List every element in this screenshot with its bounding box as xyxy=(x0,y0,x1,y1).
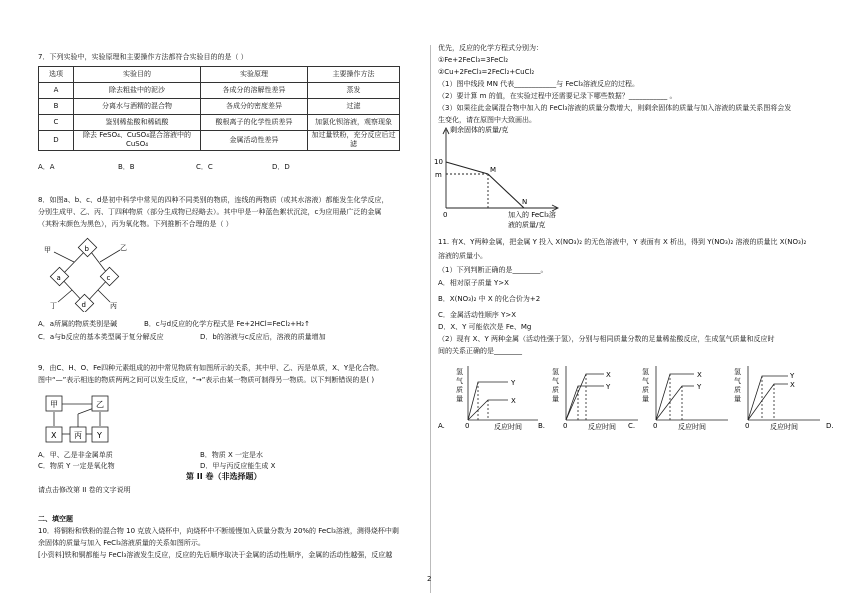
svg-text:0: 0 xyxy=(745,422,750,430)
table-header-row xyxy=(39,67,400,83)
svg-text:0: 0 xyxy=(465,422,470,430)
table-header: 主要操作方法 xyxy=(308,67,400,83)
table-row xyxy=(39,83,400,99)
table-cell: 除去粗盐中的泥沙 xyxy=(74,83,201,99)
svg-text:X: X xyxy=(606,371,611,379)
svg-text:氢: 氢 xyxy=(456,368,463,376)
table-cell: C xyxy=(39,115,74,131)
q7-option-b: B．B xyxy=(118,163,135,171)
table-row xyxy=(39,115,400,131)
svg-text:量: 量 xyxy=(642,395,649,403)
q8-option-a: A．a所属的物质类别是碱 xyxy=(38,320,118,328)
svg-text:氢: 氢 xyxy=(552,368,559,376)
fill-heading: 二、填空题 xyxy=(38,515,73,523)
svg-text:X: X xyxy=(511,397,516,405)
q9-stem: 9．由C、H、O、Fe四种元素组成的初中常见物质有如图所示的关系，其中甲、乙、丙是单质，X、Y是化合物。 xyxy=(38,364,384,372)
label-yi: 乙 xyxy=(120,244,127,252)
table-cell: 加氯化钡溶液，观察现象 xyxy=(308,115,400,131)
svg-text:Y: Y xyxy=(511,379,516,387)
svg-text:气: 气 xyxy=(642,377,649,385)
q8-diagram xyxy=(40,232,130,312)
table-cell: 各成分的密度差异 xyxy=(201,99,308,115)
svg-text:反应时间: 反应时间 xyxy=(770,423,798,431)
svg-text:X: X xyxy=(790,381,795,389)
svg-text:X: X xyxy=(697,371,702,379)
label-yi: 乙 xyxy=(96,400,104,409)
label-bing: 丙 xyxy=(110,302,117,310)
table-row xyxy=(39,131,400,151)
q11-graphs xyxy=(438,360,848,438)
q11-option-d: D．X、Y 可能依次是 Fe、Mg xyxy=(438,323,532,331)
graph-c xyxy=(628,366,728,431)
table-row xyxy=(39,99,400,115)
graph-ylabel: 剩余固体的质量/克 xyxy=(450,126,509,134)
label-d: d xyxy=(81,301,86,309)
graph-a xyxy=(438,366,538,431)
page-number: 2 xyxy=(427,575,432,583)
svg-text:Y: Y xyxy=(790,372,795,380)
svg-text:0: 0 xyxy=(653,422,658,430)
svg-text:D.: D. xyxy=(826,422,834,430)
table-cell: 过滤 xyxy=(308,99,400,115)
q10-part1: （1）图中线段 MN 代表____________与 FeCl₃溶液反应的过程。 xyxy=(438,80,639,88)
svg-text:质: 质 xyxy=(552,386,559,394)
graph-y10: 10 xyxy=(434,158,443,166)
q9-option-c: C．物质 Y 一定是氧化物 xyxy=(38,462,115,470)
graph-d xyxy=(734,366,834,431)
q9-option-b: B．物质 X 一定是水 xyxy=(200,451,264,459)
q8-stem: 8．如图a、b、c、d是初中科学中常见的四种不同类别的物质，连线的两物质（或其水溶液）都能发生化学反应， xyxy=(38,196,389,204)
q10-stem: 余固体的质量与加入 FeCl₃溶液质量的关系如图所示。 xyxy=(38,539,205,547)
label-c: c xyxy=(106,274,111,282)
table-header: 选项 xyxy=(39,67,74,83)
svg-text:量: 量 xyxy=(734,395,741,403)
column-divider xyxy=(430,45,431,593)
label-b: b xyxy=(84,245,89,253)
equation-1: ①Fe+2FeCl₃=3FeCl₂ xyxy=(438,56,509,64)
svg-text:气: 气 xyxy=(456,377,463,385)
q7-option-d: D．D xyxy=(272,163,290,171)
svg-text:反应时间: 反应时间 xyxy=(494,423,522,431)
q11-option-a: A．相对原子质量 Y>X xyxy=(438,279,509,287)
q7-option-a: A．A xyxy=(38,163,55,171)
table-header: 实验目的 xyxy=(74,67,201,83)
svg-text:Y: Y xyxy=(606,383,611,391)
q9-diagram xyxy=(40,390,120,448)
q10-cont: 优先，反应的化学方程式分别为： xyxy=(438,44,543,52)
graph-origin: 0 xyxy=(443,211,448,219)
q9-stem: 图中“—”表示相连的物质两两之间可以发生反应，“→”表示由某一物质可制得另一物质。以下判断错误的是( ) xyxy=(38,376,375,384)
graph-xlabel: 液的质量/克 xyxy=(508,221,546,229)
graph-b xyxy=(538,366,638,431)
equation-2: ②Cu+2FeCl₃=2FeCl₂+CuCl₂ xyxy=(438,68,535,76)
label-x: X xyxy=(51,431,57,440)
section-title: 第 II 卷（非选择题） xyxy=(186,472,262,481)
svg-text:量: 量 xyxy=(456,395,463,403)
table-cell: 各成分的溶解性差异 xyxy=(201,83,308,99)
q9-option-a: A．甲、乙是非金属单质 xyxy=(38,451,113,459)
q7-table xyxy=(38,66,400,151)
svg-text:0: 0 xyxy=(563,422,568,430)
table-cell: 酸根离子的化学性质差异 xyxy=(201,115,308,131)
q10-part3: （3）如果往此金属混合物中加入的 FeCl₃溶液的质量分数增大，则剩余固体的质量与加入溶液的质量关系图将会发 xyxy=(438,104,792,112)
q10-note: [小资料]铁和铜都能与 FeCl₃溶液发生反应，反应的先后顺序取决于金属的活动性顺序，金属的活动性越强，反应越 xyxy=(38,551,393,559)
label-ding: 丁 xyxy=(50,302,57,310)
q10-part3: 生变化，请在原图中大致画出。 xyxy=(438,116,536,124)
svg-text:A.: A. xyxy=(438,422,445,430)
q10-part2: （2）要计算 m 的值，在实验过程中还需要记录下哪些数据？___________ 。 xyxy=(438,92,677,100)
table-cell: 金属活动性差异 xyxy=(201,131,308,151)
q10-stem: 10．将铜粉和铁粉的混合物 10 克放入烧杯中，向烧杯中不断缓慢加入质量分数为 20%的 FeCl₃溶液，测得烧杯中剩 xyxy=(38,527,399,535)
q11-option-c: C．金属活动性顺序 Y>X xyxy=(438,311,517,319)
table-cell: 除去 FeSO₄、CuSO₄混合溶液中的 CuSO₄ xyxy=(74,131,201,151)
svg-text:Y: Y xyxy=(697,383,702,391)
svg-text:气: 气 xyxy=(734,377,741,385)
label-jia: 甲 xyxy=(50,400,58,409)
graph-point-m: M xyxy=(490,166,497,174)
section-note: 请点击修改第 II 卷的文字说明 xyxy=(38,486,131,494)
svg-text:氢: 氢 xyxy=(734,368,741,376)
q11-part2: 间的关系正确的是________ xyxy=(438,347,522,355)
q8-option-b: B．c与d反应的化学方程式是 Fe+2HCl=FeCl₂+H₂↑ xyxy=(144,320,310,328)
q11-part2: （2）现有 X、Y 两种金属（活动性强于氢），分别与相同质量分数的足量稀盐酸反应，生成氢气质量和反应时 xyxy=(438,335,775,343)
q8-stem: 分别生成甲、乙、丙、丁四种物质（部分生成物已经略去）。其中甲是一种蓝色絮状沉淀，c为应用最广泛的金属 xyxy=(38,208,382,216)
q9-option-d: D．甲与丙反应能生成 X xyxy=(200,462,276,470)
table-cell: B xyxy=(39,99,74,115)
svg-text:气: 气 xyxy=(552,377,559,385)
graph-ym: m xyxy=(435,171,442,179)
q11-stem: 11. 有X、Y两种金属，把金属 Y 投入 X(NO₃)₂ 的无色溶液中，Y 表面有 X 析出，得到 Y(NO₃)₂ 溶液的质量比 X(NO₃)₂ xyxy=(438,238,807,246)
q11-part1: （1）下列判断正确的是________。 xyxy=(438,266,548,274)
label-bing: 丙 xyxy=(74,431,82,440)
label-y: Y xyxy=(97,431,102,440)
svg-text:反应时间: 反应时间 xyxy=(678,423,706,431)
table-cell: 加过量铁粉，充分反应后过滤 xyxy=(308,131,400,151)
svg-text:B.: B. xyxy=(538,422,546,430)
svg-text:质: 质 xyxy=(642,386,649,394)
svg-text:C.: C. xyxy=(628,422,636,430)
graph-xlabel: 加入的 FeCl₃溶 xyxy=(508,211,556,219)
q11-option-b: B．X(NO₃)₂ 中 X 的化合价为+2 xyxy=(438,295,541,303)
label-a: a xyxy=(56,274,61,282)
table-cell: A xyxy=(39,83,74,99)
q7-option-c: C．C xyxy=(196,163,213,171)
table-cell: 分离水与酒精的混合物 xyxy=(74,99,201,115)
svg-text:反应时间: 反应时间 xyxy=(588,423,616,431)
table-cell: 蒸发 xyxy=(308,83,400,99)
table-cell: 鉴别稀盐酸和稀硫酸 xyxy=(74,115,201,131)
q10-graph xyxy=(432,124,572,232)
table-cell: D xyxy=(39,131,74,151)
label-jia: 甲 xyxy=(44,246,51,254)
table-header: 实验原理 xyxy=(201,67,308,83)
q8-stem: （其粉末颜色为黑色），丙为氧化物。下列推断不合理的是（ ） xyxy=(38,220,233,228)
graph-point-n: N xyxy=(522,198,528,206)
q11-stem: 溶液的质量小。 xyxy=(438,252,487,260)
q7-stem: 7．下列实验中，实验原理和主要操作方法都符合实验目的的是（ ） xyxy=(38,53,248,61)
svg-text:氢: 氢 xyxy=(642,368,649,376)
svg-text:质: 质 xyxy=(456,386,463,394)
q8-option-d: D．b的溶液与c反应后，溶液的质量增加 xyxy=(200,333,326,341)
q8-option-c: C．a与b反应的基本类型属于复分解反应 xyxy=(38,333,164,341)
svg-text:量: 量 xyxy=(552,395,559,403)
svg-text:质: 质 xyxy=(734,386,741,394)
